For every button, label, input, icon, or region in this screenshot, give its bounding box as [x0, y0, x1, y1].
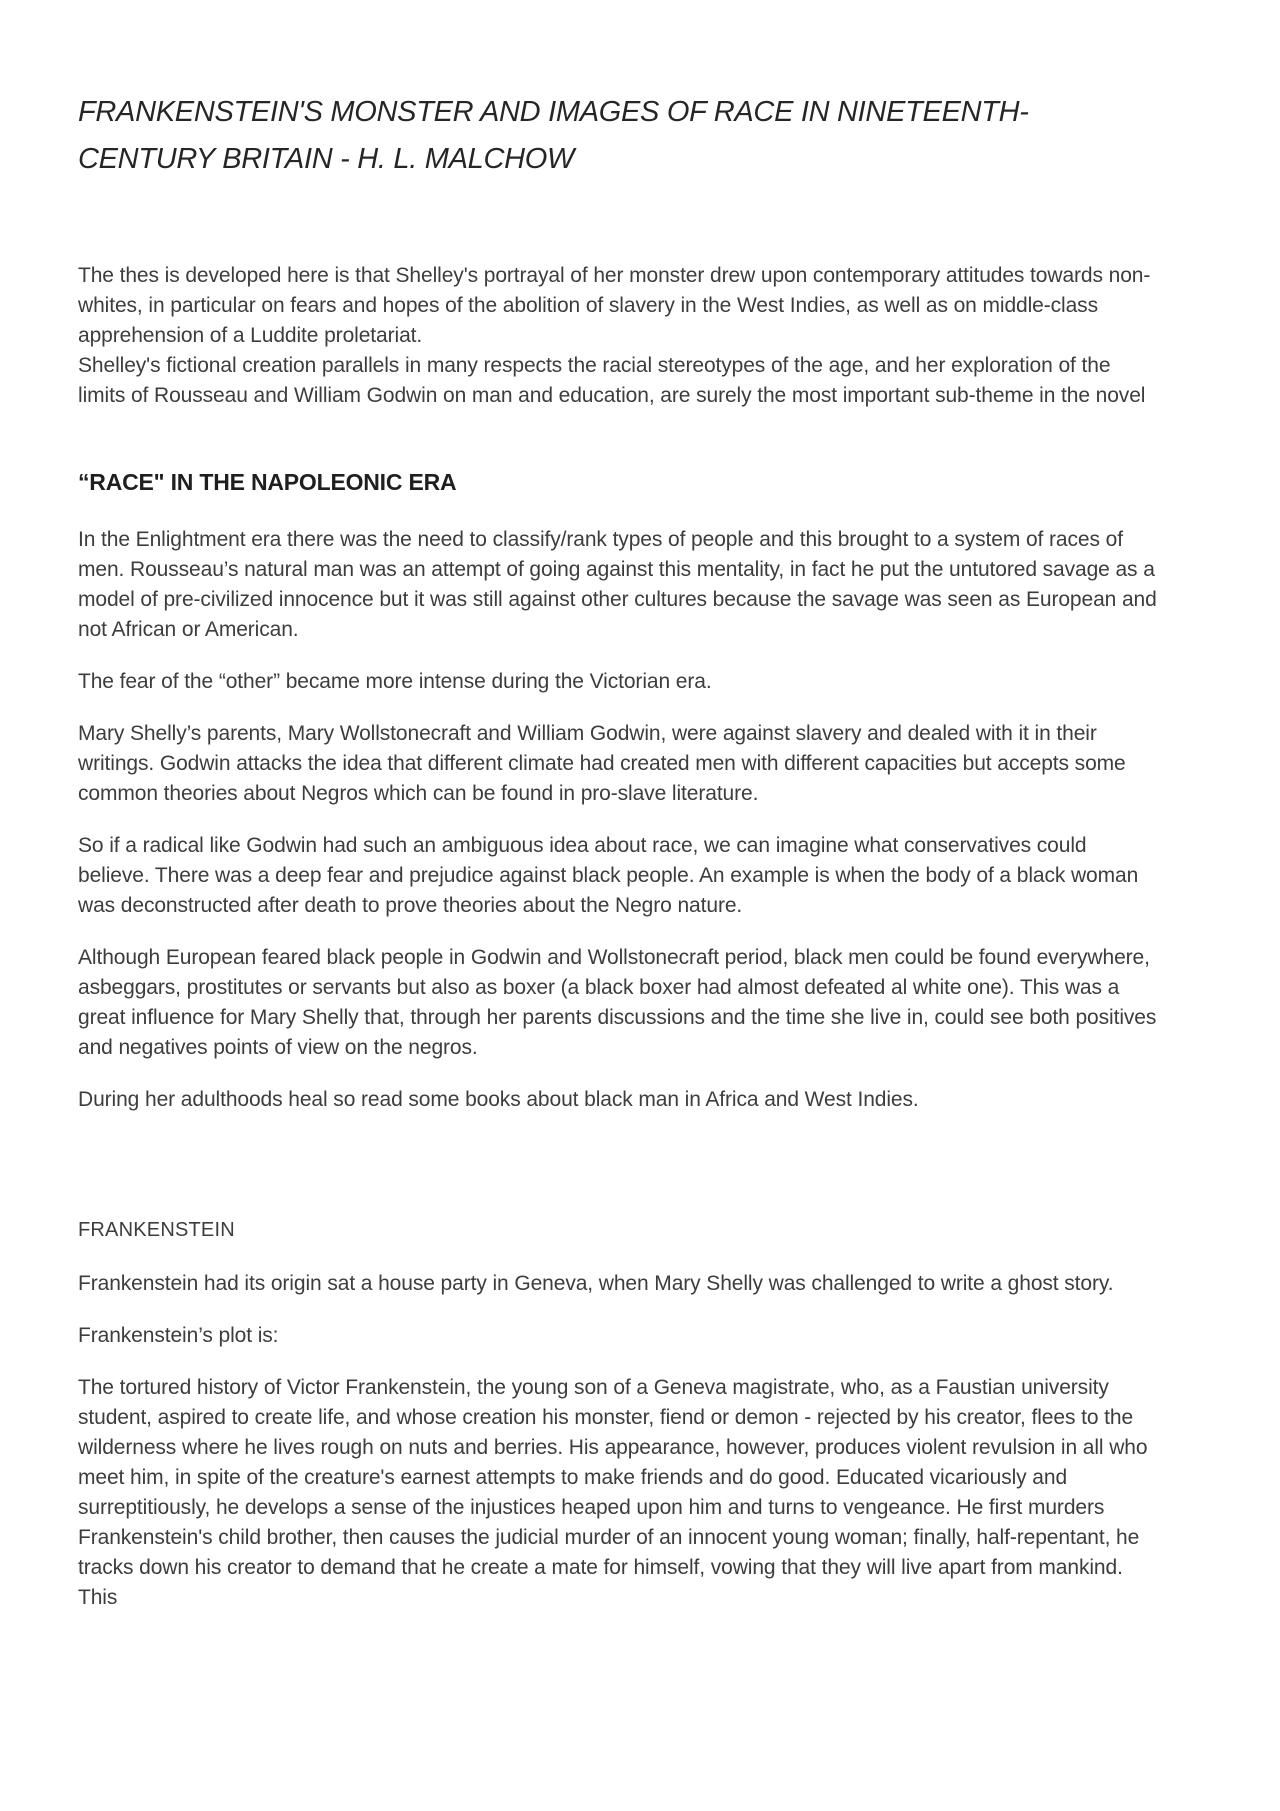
frankenstein-paragraph-plot-label: Frankenstein’s plot is: [78, 1324, 279, 1347]
intro-block [78, 261, 1163, 411]
race-paragraph-although-european: Although European feared black people in Godwin and Wollstonecraft period, black men could be found everywhere, asbeggars, prostitutes or servants but also as boxer (a black boxer had almost defeated al white one). This was a great influence for Mary Shelly that, through her parents discussions and the time she live in, could see both positives and negatives points of view on the negros. [78, 946, 1157, 1059]
frankenstein-paragraph-plot-summary: The tortured history of Victor Frankenstein, the young son of a Geneva magistrate, who, as a Faustian university student, aspired to create life, and whose creation his monster, fiend or demon - rejected by his creator, flees to the wilderness where he lives rough on nuts and berries. His appearance, however, produces violent revulsion in all who meet him, in spite of the creature's earnest attempts to make friends and do good. Educated vicariously and surreptitiously, he develops a sense of the injustices heaped upon him and turns to vengeance. He first murders Frankenstein's child brother, then causes the judicial murder of an innocent young woman; finally, half-repentant, he tracks down his creator to demand that he create a mate for himself, vowing that they will live apart from mankind. This [78, 1376, 1148, 1609]
section-heading-race-napoleonic-era: “RACE" IN THE NAPOLEONIC ERA [78, 469, 457, 495]
race-paragraph-enlightment: In the Enlightment era there was the need to classify/rank types of people and this brought to a system of races of men. Rousseau’s natural man was an attempt of going against this mentality, in fact he put the untutored savage as a model of pre-civilized innocence but it was still against other cultures because the savage was seen as European and not African or American. [78, 528, 1157, 641]
race-paragraph-fear-of-other: The fear of the “other” became more intense during the Victorian era. [78, 670, 712, 693]
intro-paragraph-2: Shelley's fictional creation parallels in many respects the racial stereotypes of the age, and her exploration of the limits of Rousseau and William Godwin on man and education, are surely the most important sub-theme in the novel [78, 354, 1146, 407]
race-paragraph-radical-godwin: So if a radical like Godwin had such an ambiguous idea about race, we can imagine what conservatives could believe. There was a deep fear and prejudice against black people. An example is when the body of a black woman was deconstructed after death to prove theories about the Negro nature. [78, 834, 1139, 917]
frankenstein-paragraph-origin: Frankenstein had its origin sat a house party in Geneva, when Mary Shelly was challenged to write a ghost story. [78, 1272, 1114, 1295]
section-heading-frankenstein: FRANKENSTEIN [78, 1219, 235, 1241]
race-paragraph-adulthood-readings: During her adulthoods heal so read some books about black man in Africa and West Indies. [78, 1088, 919, 1111]
document-title: FRANKENSTEIN'S MONSTER AND IMAGES OF RACE IN NINETEENTH-CENTURY BRITAIN - H. L. MALCHOW [78, 96, 1029, 175]
race-paragraph-shelly-parents: Mary Shelly’s parents, Mary Wollstonecraft and William Godwin, were against slavery and dealed with it in their writings. Godwin attacks the idea that different climate had created men with different capacities but accepts some common theories about Negros which can be found in pro-slave literature. [78, 722, 1126, 805]
intro-paragraph-1: The thes is developed here is that Shelley's portrayal of her monster drew upon contemporary attitudes towards non-whites, in particular on fears and hopes of the abolition of slavery in the West Indies, as well as on middle-class apprehension of a Luddite proletariat. [78, 264, 1151, 347]
